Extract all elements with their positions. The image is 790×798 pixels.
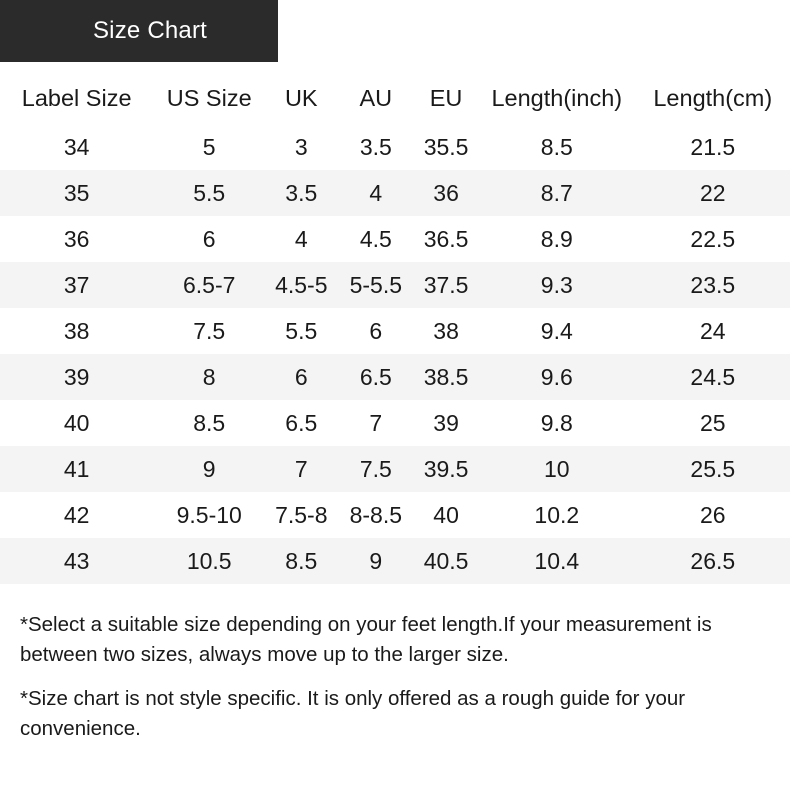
table-cell: 10 [544, 455, 570, 482]
table-cell: 41 [63, 455, 90, 482]
table-cell: 38 [63, 317, 90, 344]
table-cell: 22.5 [690, 225, 736, 252]
table-cell: 37.5 [423, 271, 469, 298]
size-chart-table [0, 72, 790, 584]
note-measurement: *Select a suitable size depending on your feet length.If your measurement is between two sizes, always move up to the larger size. [20, 613, 712, 666]
table-cell: 8.9 [540, 225, 573, 252]
column-header: AU [359, 84, 393, 111]
table-cell: 42 [63, 501, 90, 528]
table-cell: 7 [294, 455, 308, 482]
table-cell: 8.5 [193, 409, 226, 436]
column-header: EU [429, 84, 463, 111]
table-cell: 9.6 [540, 363, 573, 390]
table-cell: 24.5 [690, 363, 736, 390]
table-cell: 9.4 [540, 317, 573, 344]
table-cell: 35 [63, 179, 90, 206]
table-cell: 9 [202, 455, 216, 482]
column-header: Label Size [21, 84, 132, 111]
table-cell: 7.5 [193, 317, 226, 344]
table-cell: 39.5 [423, 455, 469, 482]
table-cell: 39 [63, 363, 90, 390]
table-cell: 6.5 [359, 363, 392, 390]
table-cell: 34 [63, 133, 90, 160]
table-cell: 40 [433, 501, 459, 528]
page-title: Size Chart [92, 17, 208, 44]
table-cell: 3.5 [359, 133, 392, 160]
table-row [0, 216, 790, 262]
table-cell: 6 [369, 317, 383, 344]
note-disclaimer: *Size chart is not style specific. It is only offered as a rough guide for your convenience. [20, 687, 686, 740]
table-cell: 5.5 [193, 179, 226, 206]
table-cell: 6 [202, 225, 216, 252]
table-cell: 40.5 [423, 547, 469, 574]
table-cell: 40 [63, 409, 90, 436]
column-header: Length(inch) [491, 84, 623, 111]
table-row [0, 124, 790, 170]
table-cell: 9 [369, 547, 383, 574]
table-cell: 5-5.5 [349, 271, 403, 298]
table-cell: 38 [433, 317, 459, 344]
table-cell: 36.5 [423, 225, 469, 252]
table-cell: 25 [699, 409, 726, 436]
table-cell: 7.5 [359, 455, 392, 482]
table-cell: 10.5 [186, 547, 232, 574]
table-cell: 6 [294, 363, 308, 390]
table-cell: 4.5-5 [275, 271, 328, 298]
table-cell: 35.5 [423, 133, 469, 160]
column-header: Length(cm) [653, 84, 773, 111]
table-row [0, 446, 790, 492]
table-cell: 37 [63, 271, 90, 298]
table-cell: 4 [369, 179, 383, 206]
table-cell: 5.5 [285, 317, 318, 344]
table-row [0, 262, 790, 308]
table-row [0, 538, 790, 584]
table-header-row [0, 72, 790, 124]
table-cell: 9.8 [540, 409, 573, 436]
table-cell: 36 [433, 179, 459, 206]
table-cell: 8 [202, 363, 216, 390]
table-cell: 22 [699, 179, 726, 206]
table-cell: 3 [294, 133, 308, 160]
table-row [0, 354, 790, 400]
table-cell: 5 [202, 133, 216, 160]
table-cell: 8-8.5 [349, 501, 403, 528]
table-cell: 4 [294, 225, 308, 252]
table-cell: 21.5 [690, 133, 736, 160]
table-row [0, 170, 790, 216]
size-chart-title-bar [0, 0, 278, 62]
column-header: US Size [166, 84, 252, 111]
table-cell: 4.5 [359, 225, 392, 252]
notes-section [0, 610, 790, 744]
table-cell: 43 [63, 547, 90, 574]
table-cell: 23.5 [690, 271, 736, 298]
table-cell: 26.5 [690, 547, 736, 574]
table-cell: 7 [369, 409, 383, 436]
table-cell: 39 [433, 409, 459, 436]
table-row [0, 492, 790, 538]
table-cell: 26 [699, 501, 726, 528]
column-header: UK [284, 84, 318, 111]
table-cell: 6.5 [285, 409, 318, 436]
table-cell: 9.3 [540, 271, 573, 298]
table-cell: 24 [699, 317, 726, 344]
table-body [0, 124, 790, 584]
table-cell: 3.5 [285, 179, 318, 206]
table-cell: 10.2 [534, 501, 580, 528]
table-cell: 8.5 [540, 133, 573, 160]
table-cell: 8.5 [285, 547, 318, 574]
table-cell: 7.5-8 [275, 501, 328, 528]
table-cell: 36 [63, 225, 90, 252]
table-cell: 6.5-7 [182, 271, 236, 298]
table-row [0, 308, 790, 354]
table-cell: 38.5 [423, 363, 469, 390]
table-cell: 9.5-10 [176, 501, 242, 528]
table-header [0, 72, 790, 124]
table-cell: 8.7 [540, 179, 573, 206]
table-cell: 25.5 [690, 455, 736, 482]
table-cell: 10.4 [534, 547, 580, 574]
table-row [0, 400, 790, 446]
